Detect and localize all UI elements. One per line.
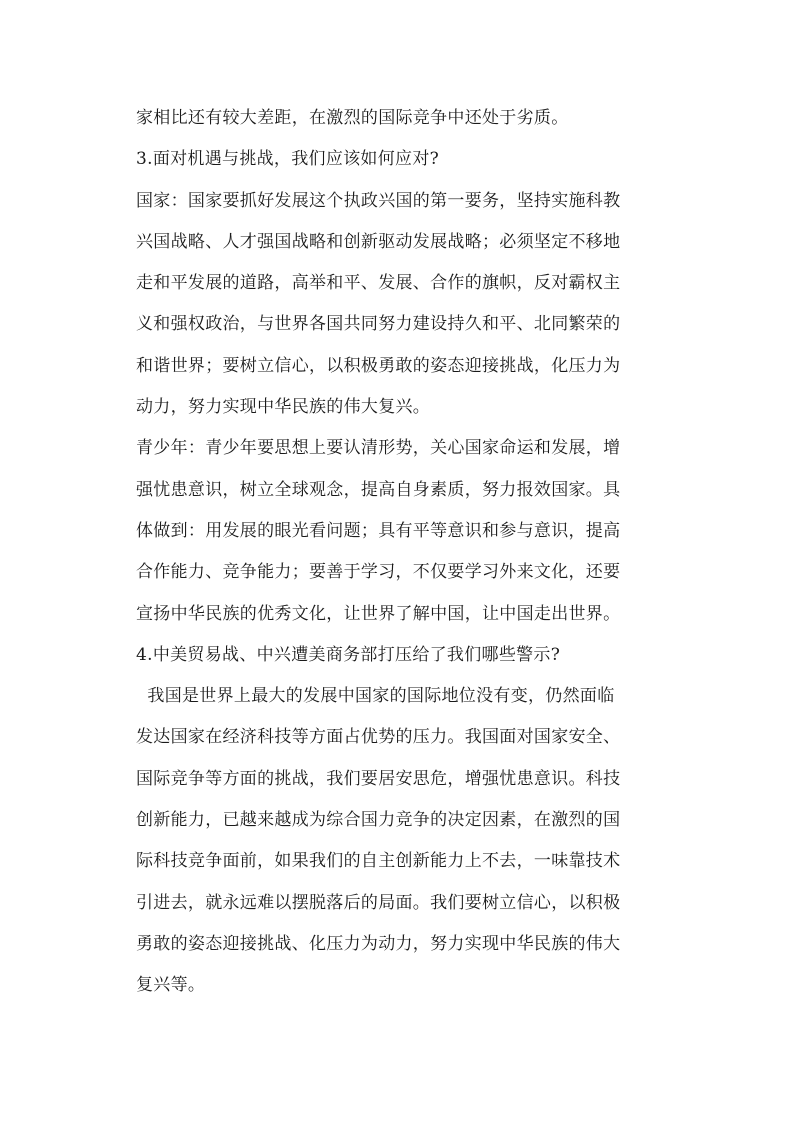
- text-line: 合作能力、竞争能力；要善于学习，不仅要学习外来文化，还要: [136, 562, 621, 583]
- text-line: 兴国战略、人才强国战略和创新驱动发展战略；必须坚定不移地: [136, 231, 621, 252]
- text-line: 强忧患意识，树立全球观念，提高自身素质，努力报效国家。具: [136, 479, 621, 500]
- text-line: 家相比还有较大差距，在激烈的国际竞争中还处于劣质。: [136, 108, 569, 128]
- text-line: 发达国家在经济科技等方面占优势的压力。我国面对国家安全、: [136, 727, 621, 748]
- text-line: 和谐世界；要树立信心，以积极勇敢的姿态迎接挑战，化压力为: [136, 355, 621, 376]
- text-line: 引进去，就永远难以摆脱落后的局面。我们要树立信心，以积极: [136, 892, 621, 913]
- text-line: 青少年：青少年要思想上要认清形势，关心国家命运和发展，增: [136, 438, 621, 459]
- text-line: 国家：国家要抓好发展这个执政兴国的第一要务，坚持实施科教: [136, 190, 621, 211]
- text-line: 创新能力，已越来越成为综合国力竞争的决定因素，在激烈的国: [136, 810, 621, 831]
- text-line: 义和强权政治，与世界各国共同努力建设持久和平、北同繁荣的: [136, 314, 621, 335]
- text-line: 动力，努力实现中华民族的伟大复兴。: [136, 397, 431, 418]
- text-line: 勇敢的姿态迎接挑战、化压力为动力，努力实现中华民族的伟大: [136, 933, 621, 954]
- text-line: 体做到：用发展的眼光看问题；具有平等意识和参与意识，提高: [136, 520, 621, 541]
- document-body: [136, 98, 666, 1007]
- text-line: 复兴等。: [136, 975, 206, 996]
- text-line: 走和平发展的道路，高举和平、发展、合作的旗帜，反对霸权主: [136, 273, 621, 294]
- text-line: 际科技竞争面前，如果我们的自主创新能力上不去，一味靠技术: [136, 851, 621, 872]
- question-heading: 4.中美贸易战、中兴遭美商务部打压给了我们哪些警示?: [136, 644, 561, 665]
- question-heading: 3.面对机遇与挑战，我们应该如何应对?: [136, 149, 440, 170]
- text-line: 我国是世界上最大的发展中国家的国际地位没有变，仍然面临: [136, 686, 615, 707]
- text-line: 国际竞争等方面的挑战，我们要居安思危，增强忧患意识。科技: [136, 768, 621, 789]
- text-line: 宣扬中华民族的优秀文化，让世界了解中国，让中国走出世界。: [136, 603, 621, 624]
